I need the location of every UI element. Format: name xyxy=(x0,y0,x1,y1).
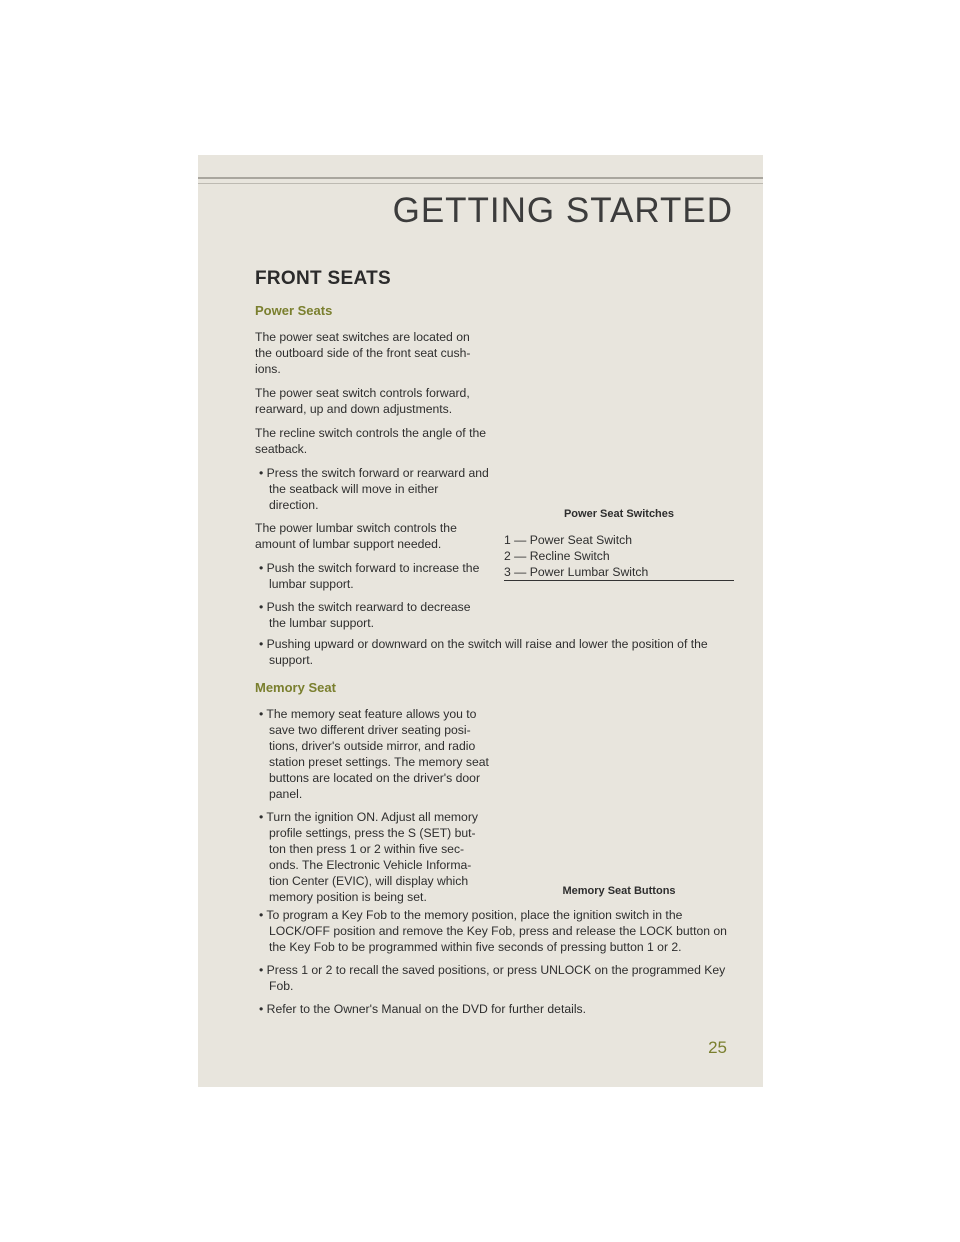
memory-seat-text xyxy=(255,706,490,912)
legend-rule xyxy=(504,580,734,581)
memory-seat-wide-text xyxy=(255,907,736,1024)
figure-caption-memory-seat: Memory Seat Buttons xyxy=(562,885,676,897)
legend-item: 3 — Power Lumbar Switch xyxy=(504,565,649,579)
list-item: • Turn the ignition ON. Adjust all memory profile settings, press the S (SET) but-ton then press 1 or 2 within five sec-onds. The Electronic Vehicle Informa-tion Center (EVIC), will display which memory position is being set. xyxy=(259,810,478,904)
power-seats-text xyxy=(255,329,490,638)
list-item: • To program a Key Fob to the memory position, place the ignition switch in the LOCK/OFF position and remove the Key Fob, press and release the LOCK button on the Key Fob to be programmed within five seconds of pressing button 1 or 2. xyxy=(259,908,727,954)
list-item: • Pushing upward or downward on the switch will raise and lower the position of the support. xyxy=(259,637,708,667)
list-item: • Press the switch forward or rearward and the seatback will move in either direction. xyxy=(259,466,489,512)
list-item: • The memory seat feature allows you to save two different driver seating posi-tions, driver's outside mirror, and radio station preset settings. The memory seat buttons are located on the driver's door panel. xyxy=(259,707,489,801)
legend-item: 1 — Power Seat Switch xyxy=(504,533,633,547)
memory-seat-heading: Memory Seat xyxy=(255,680,336,695)
page-number: 25 xyxy=(708,1038,727,1057)
legend-item: 2 — Recline Switch xyxy=(504,549,610,563)
paragraph: The power lumbar switch controls the amount of lumbar support needed. xyxy=(255,521,457,551)
paragraph: The recline switch controls the angle of the seatback. xyxy=(255,426,487,456)
header-rule xyxy=(198,177,763,179)
power-seats-heading: Power Seats xyxy=(255,303,333,318)
paragraph: The power seat switches are located on the outboard side of the front seat cush-ions. xyxy=(255,330,471,376)
list-item: • Push the switch rearward to decrease the lumbar support. xyxy=(259,600,471,630)
page-title: FRONT SEATS xyxy=(255,268,391,289)
figure-caption-power-seat: Power Seat Switches xyxy=(563,508,675,520)
list-item: • Push the switch forward to increase the lumbar support. xyxy=(259,561,480,591)
list-item: • Refer to the Owner's Manual on the DVD for further details. xyxy=(259,1002,587,1016)
section-header: GETTING STARTED xyxy=(392,191,733,230)
figure-legend xyxy=(504,532,734,580)
paragraph: The power seat switch controls forward, rearward, up and down adjustments. xyxy=(255,386,470,416)
header-rule-thin xyxy=(198,183,763,184)
manual-page xyxy=(198,155,763,1087)
list-item: • Press 1 or 2 to recall the saved positions, or press UNLOCK on the programmed Key Fob. xyxy=(259,963,726,993)
power-seats-wide-text xyxy=(255,636,736,675)
